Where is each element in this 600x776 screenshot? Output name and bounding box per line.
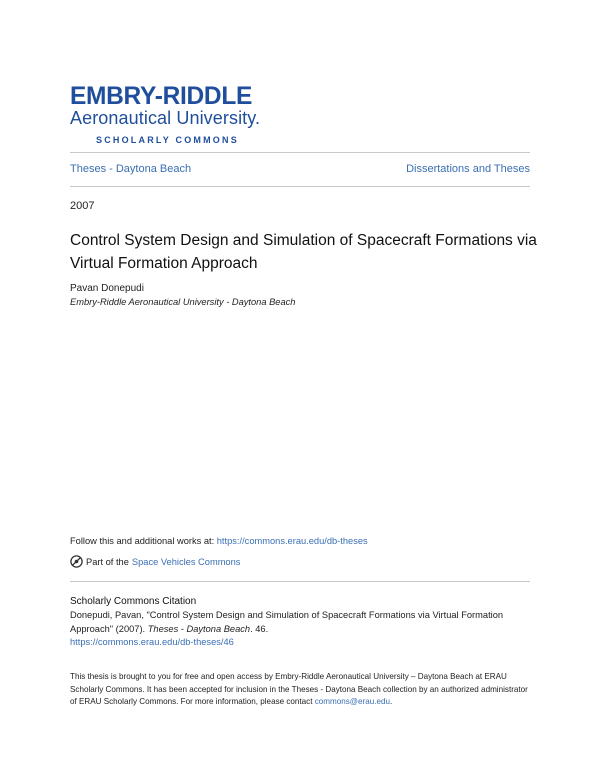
publication-year: 2007 [70,200,95,212]
dissertations-and-theses-link[interactable]: Dissertations and Theses [406,163,530,175]
document-title: Control System Design and Simulation of Spacecraft Formations via Virtual Formation Approach [70,232,537,272]
citation-heading: Scholarly Commons Citation [70,596,197,607]
citation-url-link[interactable]: https://commons.erau.edu/db-theses/46 [70,637,234,647]
space-vehicles-commons-link[interactable]: Space Vehicles Commons [131,556,241,567]
follow-line [70,536,368,546]
citation-series: Theses - Daytona Beach [147,623,251,634]
logo-university: Aeronautical University. [70,108,261,128]
erau-logo [70,84,286,145]
theses-daytona-beach-link[interactable]: Theses - Daytona Beach [70,163,192,175]
part-of-prefix: Part of the [86,556,129,567]
author-affiliation: Embry-Riddle Aeronautical University - Daytona Beach [70,297,296,307]
citation-text: Donepudi, Pavan, "Control System Design and Simulation of Spacecraft Formations via Virtual Formation Approach" (2007). [70,610,504,634]
part-of-line [70,555,240,568]
citation-divider [70,581,530,582]
access-statement-end: . [389,697,393,706]
logo-wordmark: EMBRY-RIDDLE [70,82,253,110]
follow-url-link[interactable]: https://commons.erau.edu/db-theses [216,536,368,546]
access-statement [70,671,532,709]
author-name: Pavan Donepudi [70,283,144,294]
network-icon [70,555,83,568]
citation-block [70,609,532,650]
logo-scholarly-commons: SCHOLARLY COMMONS [96,135,239,145]
nav-divider [70,186,530,187]
access-statement-text: This thesis is brought to you for free and open access by Embry-Riddle Aeronautical University – Daytona Beach at ERAU Scholarly Commons. It has been accepted for inclusion in the Theses - Daytona Beach collection by an authorized administrator of ERAU Scholarly Commons. For more information, please contact [70,672,528,706]
top-divider [70,152,530,153]
contact-email-link[interactable]: commons@erau.edu [314,697,390,706]
citation-number: . 46. [250,623,269,634]
follow-text: Follow this and additional works at: [70,536,217,546]
